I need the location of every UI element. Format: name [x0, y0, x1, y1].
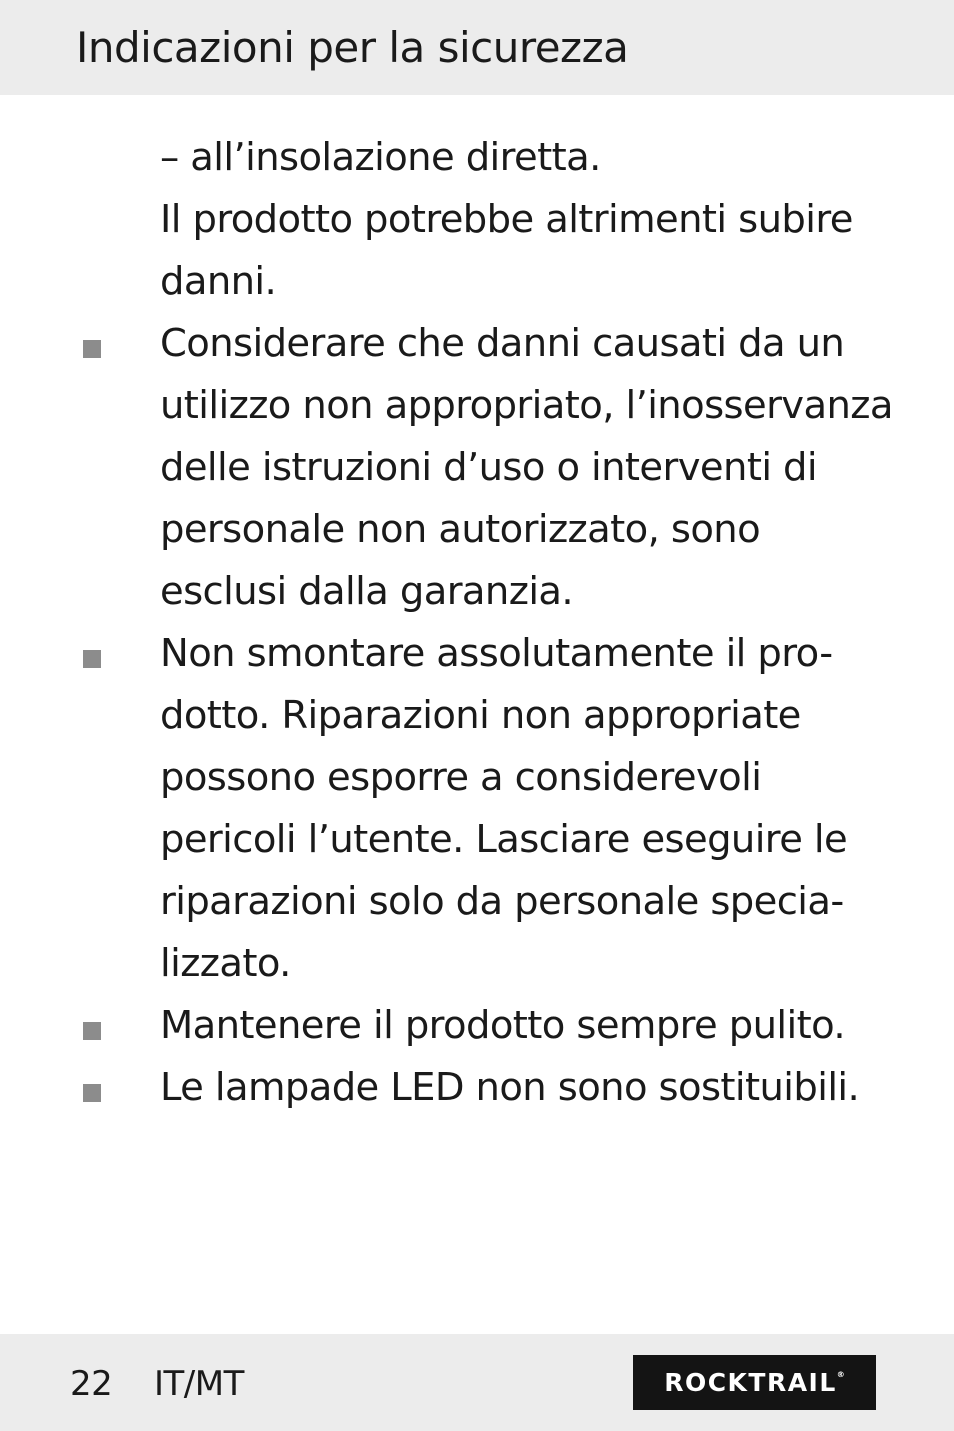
continuation-paragraph	[0, 127, 954, 313]
text-line: utilizzo non appropriato, l’inosservanza	[160, 383, 893, 428]
page-footer	[0, 1334, 954, 1431]
text-line: possono esporre a considerevoli	[160, 755, 762, 800]
page-number: 22	[70, 1364, 113, 1404]
square-bullet-icon	[83, 1084, 101, 1102]
list-item	[0, 623, 954, 995]
text-line: pericoli l’utente. Lasciare eseguire le	[160, 817, 848, 862]
page-content	[0, 127, 954, 1119]
page-title: Indicazioni per la sicurezza	[76, 23, 629, 72]
text-line: danni.	[160, 259, 277, 304]
square-bullet-icon	[83, 650, 101, 668]
language-code: IT/MT	[154, 1364, 244, 1404]
text-line: Il prodotto potrebbe altrimenti subire	[160, 197, 853, 242]
page-header	[0, 0, 954, 95]
text-line: Le lampade LED non sono sostituibili.	[160, 1065, 860, 1110]
square-bullet-icon	[83, 1022, 101, 1040]
square-bullet-icon	[83, 340, 101, 358]
text-line: lizzato.	[160, 941, 291, 986]
list-item	[0, 995, 954, 1057]
text-line: dotto. Riparazioni non appropriate	[160, 693, 801, 738]
text-line: Mantenere il prodotto sempre pulito.	[160, 1003, 846, 1048]
registered-mark: ®	[836, 1370, 845, 1379]
text-line: riparazioni solo da personale specia-	[160, 879, 844, 924]
text-line: delle istruzioni d’uso o interventi di	[160, 445, 817, 490]
text-line: personale non autorizzato, sono	[160, 507, 761, 552]
brand-logo	[633, 1355, 876, 1410]
text-line: – all’insolazione diretta.	[160, 135, 601, 180]
brand-name: ROCKTRAIL	[664, 1368, 837, 1397]
text-line: esclusi dalla garanzia.	[160, 569, 574, 614]
text-line: Considerare che danni causati da un	[160, 321, 845, 366]
list-item	[0, 1057, 954, 1119]
text-line: Non smontare assolutamente il pro-	[160, 631, 833, 676]
list-item	[0, 313, 954, 623]
